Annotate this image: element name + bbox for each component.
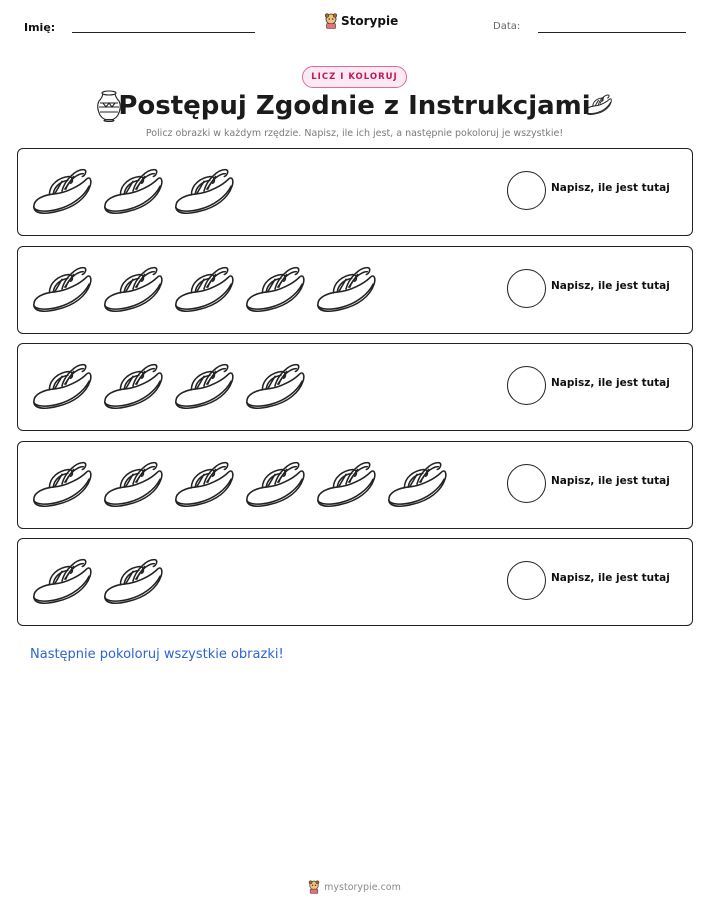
answer-label: Napisz, ile jest tutaj (551, 279, 670, 292)
sandal-icon (172, 260, 234, 320)
answer-label: Napisz, ile jest tutaj (551, 377, 670, 389)
sandal-icon (314, 260, 376, 320)
footer-instruction: Następnie pokoloruj wszystkie obrazki! (30, 647, 284, 662)
answer-circle[interactable] (507, 269, 546, 308)
counting-row (17, 538, 693, 626)
sandal-icon (30, 162, 92, 222)
row-items (30, 357, 305, 417)
counting-row (17, 246, 693, 334)
answer-label: Napisz, ile jest tutaj (551, 182, 670, 194)
sandal-icon (101, 162, 163, 222)
answer-circle[interactable] (507, 464, 546, 503)
answer-circle[interactable] (507, 366, 546, 405)
sandal-icon (243, 455, 305, 515)
row-items (30, 552, 163, 612)
sandal-icon (243, 357, 305, 417)
row-items (30, 260, 376, 320)
instructions-subtitle: Policz obrazki w każdym rzędzie. Napisz, ile ich jest, a następnie pokoloruj je wszystkie! (145, 128, 564, 139)
sandal-icon (243, 260, 305, 320)
counting-row (17, 441, 693, 529)
sandal-icon (581, 92, 615, 118)
name-write-line[interactable] (72, 32, 255, 33)
counting-row (17, 148, 693, 236)
sandal-icon (172, 162, 234, 222)
sandal-icon (101, 552, 163, 612)
sandal-icon (101, 260, 163, 320)
date-label: Data: (493, 21, 521, 32)
footer-url[interactable]: mystorypie.com (324, 881, 401, 893)
sandal-icon (101, 357, 163, 417)
brand-name: Storypie (341, 14, 399, 28)
storypie-mascot-icon (308, 880, 320, 894)
sandal-icon (30, 260, 92, 320)
answer-label: Napisz, ile jest tutaj (551, 572, 670, 584)
answer-circle[interactable] (507, 561, 546, 600)
storypie-mascot-icon (324, 13, 338, 29)
counting-row (17, 343, 693, 431)
date-write-line[interactable] (538, 32, 686, 33)
sandal-icon (314, 455, 376, 515)
answer-label: Napisz, ile jest tutaj (551, 474, 670, 487)
footer (0, 880, 709, 894)
sandal-icon (30, 552, 92, 612)
brand-logo (324, 13, 398, 29)
row-items (30, 162, 234, 222)
sandal-icon (101, 455, 163, 515)
sandal-icon (172, 455, 234, 515)
sandal-icon (172, 357, 234, 417)
answer-circle[interactable] (507, 171, 546, 210)
name-label: Imię: (24, 21, 56, 34)
sandal-icon (30, 455, 92, 515)
row-items (30, 455, 447, 515)
sandal-icon (30, 357, 92, 417)
page-title: Postępuj Zgodnie z Instrukcjami (118, 91, 591, 121)
sandal-icon (385, 455, 447, 515)
activity-badge: LICZ I KOLORUJ (302, 66, 407, 88)
